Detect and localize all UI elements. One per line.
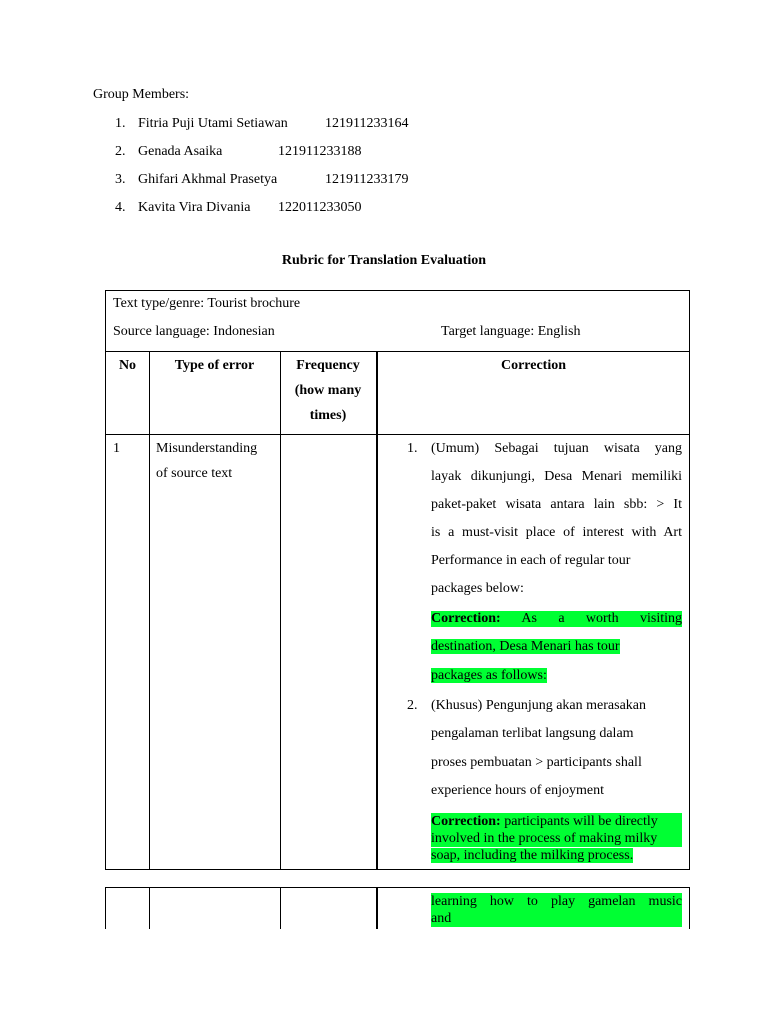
column-divider — [376, 888, 378, 929]
source-text-line: Performance in each of regular tour — [431, 553, 631, 568]
header-frequency-sub: times) — [309, 408, 347, 423]
rubric-table — [105, 290, 690, 870]
column-divider — [376, 351, 378, 869]
source-text-line: pengalaman terlibat langsung dalam — [431, 726, 634, 741]
target-language: Target language: English — [441, 324, 581, 339]
correction-text: soap, including the milking process. — [431, 848, 634, 863]
correction-highlight — [431, 668, 682, 684]
source-text-line: paket-paket wisata antara lain sbb: > It — [431, 497, 682, 512]
member-number: 4. — [115, 200, 126, 215]
correction-item-number: 1. — [407, 441, 418, 456]
source-text-line: (Umum) Sebagai tujuan wisata yang — [431, 441, 682, 456]
correction-highlight: learning how to play gamelan music — [431, 894, 682, 909]
member-name: Fitria Puji Utami Setiawan — [138, 116, 288, 131]
correction-highlight — [431, 847, 682, 864]
correction-highlight: and — [431, 910, 682, 927]
group-members-heading: Group Members: — [93, 87, 190, 102]
header-frequency: Frequency — [296, 358, 360, 373]
error-type: of source text — [156, 466, 233, 481]
source-text-line: layak dikunjungi, Desa Menari memiliki — [431, 469, 682, 484]
correction-highlight — [431, 813, 682, 830]
member-number: 1. — [115, 116, 126, 131]
member-id: 121911233179 — [325, 172, 409, 187]
error-type: Misunderstanding — [156, 441, 258, 456]
member-number: 3. — [115, 172, 126, 187]
column-divider — [280, 888, 281, 929]
column-divider — [149, 351, 150, 869]
text-type: Text type/genre: Tourist brochure — [113, 296, 301, 311]
column-divider — [149, 888, 150, 929]
source-text-line: proses pembuatan > participants shall — [431, 755, 642, 770]
column-divider — [280, 351, 281, 869]
header-frequency-sub: (how many — [294, 383, 362, 398]
member-id: 121911233164 — [325, 116, 409, 131]
member-id: 122011233050 — [278, 200, 362, 215]
header-no: No — [118, 358, 137, 373]
continued-table — [105, 887, 690, 929]
source-text-line: is a must-visit place of interest with Art — [431, 525, 682, 540]
source-language: Source language: Indonesian — [113, 324, 275, 339]
correction-item-number: 2. — [407, 698, 418, 713]
member-name: Kavita Vira Divania — [138, 200, 251, 215]
correction-label: Correction: — [431, 814, 501, 829]
correction-text: As a worth visiting — [521, 611, 682, 626]
correction-label: Correction: — [431, 611, 501, 626]
correction-text: participants will be directly — [504, 814, 658, 829]
member-name: Ghifari Akhmal Prasetya — [138, 172, 278, 187]
member-name: Genada Asaika — [138, 144, 223, 159]
table-divider — [106, 351, 689, 352]
correction-highlight: involved in the process of making milky — [431, 830, 682, 847]
header-correction: Correction — [500, 358, 567, 373]
correction-text: destination, Desa Menari has tour — [431, 639, 620, 654]
source-text-line: packages below: — [431, 581, 524, 596]
correction-highlight — [431, 639, 682, 655]
correction-text: packages as follows: — [431, 668, 547, 683]
source-text-line: (Khusus) Pengunjung akan merasakan — [431, 698, 647, 713]
source-text-line: experience hours of enjoyment — [431, 783, 604, 798]
member-id: 121911233188 — [278, 144, 362, 159]
table-divider — [106, 434, 689, 435]
row-number: 1 — [113, 441, 120, 456]
header-type-of-error: Type of error — [174, 358, 255, 373]
member-number: 2. — [115, 144, 126, 159]
page-title: Rubric for Translation Evaluation — [281, 253, 487, 268]
correction-highlight — [431, 611, 682, 627]
